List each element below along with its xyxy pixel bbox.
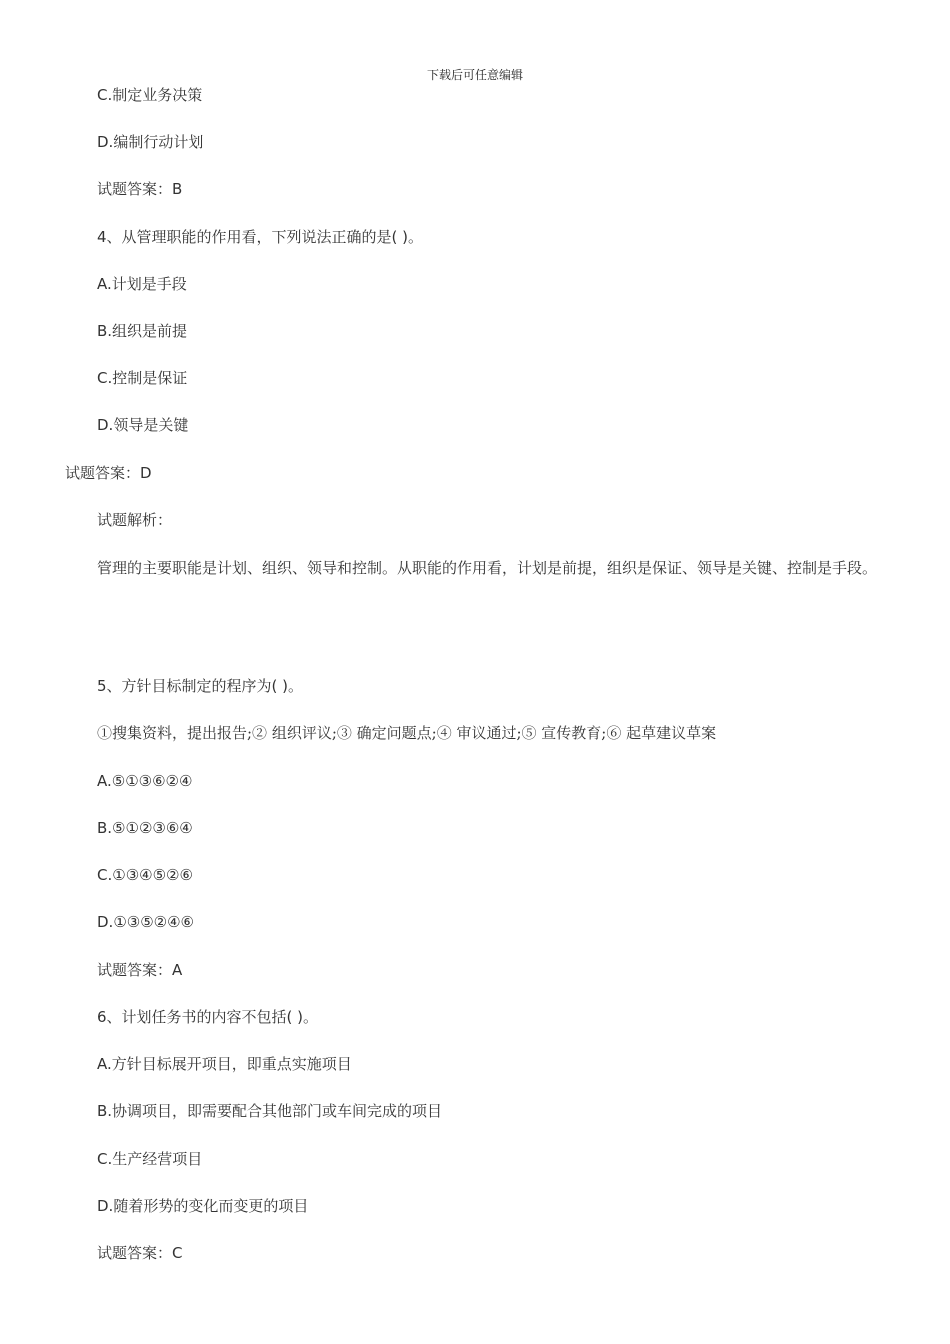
procedure-steps: ①搜集资料，提出报告;② 组织评议;③ 确定问题点;④ 审议通过;⑤ 宣传教育;⑥ 起草建议草案: [97, 724, 717, 742]
question-6: 6、计划任务书的内容不包括( )。: [97, 1008, 319, 1026]
option-d: D.领导是关键: [97, 416, 189, 434]
option-c: C.控制是保证: [97, 369, 188, 387]
page-header: 下载后可任意编辑: [426, 68, 523, 82]
option-c: C.①③④⑤②⑥: [97, 866, 193, 884]
option-a: A.方针目标展开项目，即重点实施项目: [97, 1055, 352, 1073]
explanation-text: 管理的主要职能是计划、组织、领导和控制。从职能的作用看，计划是前提，组织是保证、领导是关键、控制是手段。: [97, 559, 878, 577]
answer: 试题答案：C: [97, 1244, 183, 1262]
option-b: B.协调项目，即需要配合其他部门或车间完成的项目: [97, 1102, 443, 1120]
option-d: D.编制行动计划: [97, 133, 204, 151]
option-b: B.组织是前提: [97, 322, 188, 340]
option-a: A.计划是手段: [97, 275, 187, 293]
explanation-label: 试题解析：: [97, 511, 173, 529]
option-b: B.⑤①②③⑥④: [97, 819, 193, 837]
answer: 试题答案：A: [97, 961, 183, 979]
question-4: 4、从管理职能的作用看，下列说法正确的是( )。: [97, 228, 424, 246]
option-c: C.生产经营项目: [97, 1150, 203, 1168]
option-c: C.制定业务决策: [97, 86, 203, 104]
option-d: D.随着形势的变化而变更的项目: [97, 1197, 309, 1215]
answer: 试题答案：D: [65, 464, 152, 482]
question-5: 5、方针目标制定的程序为( )。: [97, 677, 304, 695]
option-d: D.①③⑤②④⑥: [97, 913, 195, 931]
option-a: A.⑤①③⑥②④: [97, 772, 193, 790]
answer: 试题答案：B: [97, 180, 183, 198]
